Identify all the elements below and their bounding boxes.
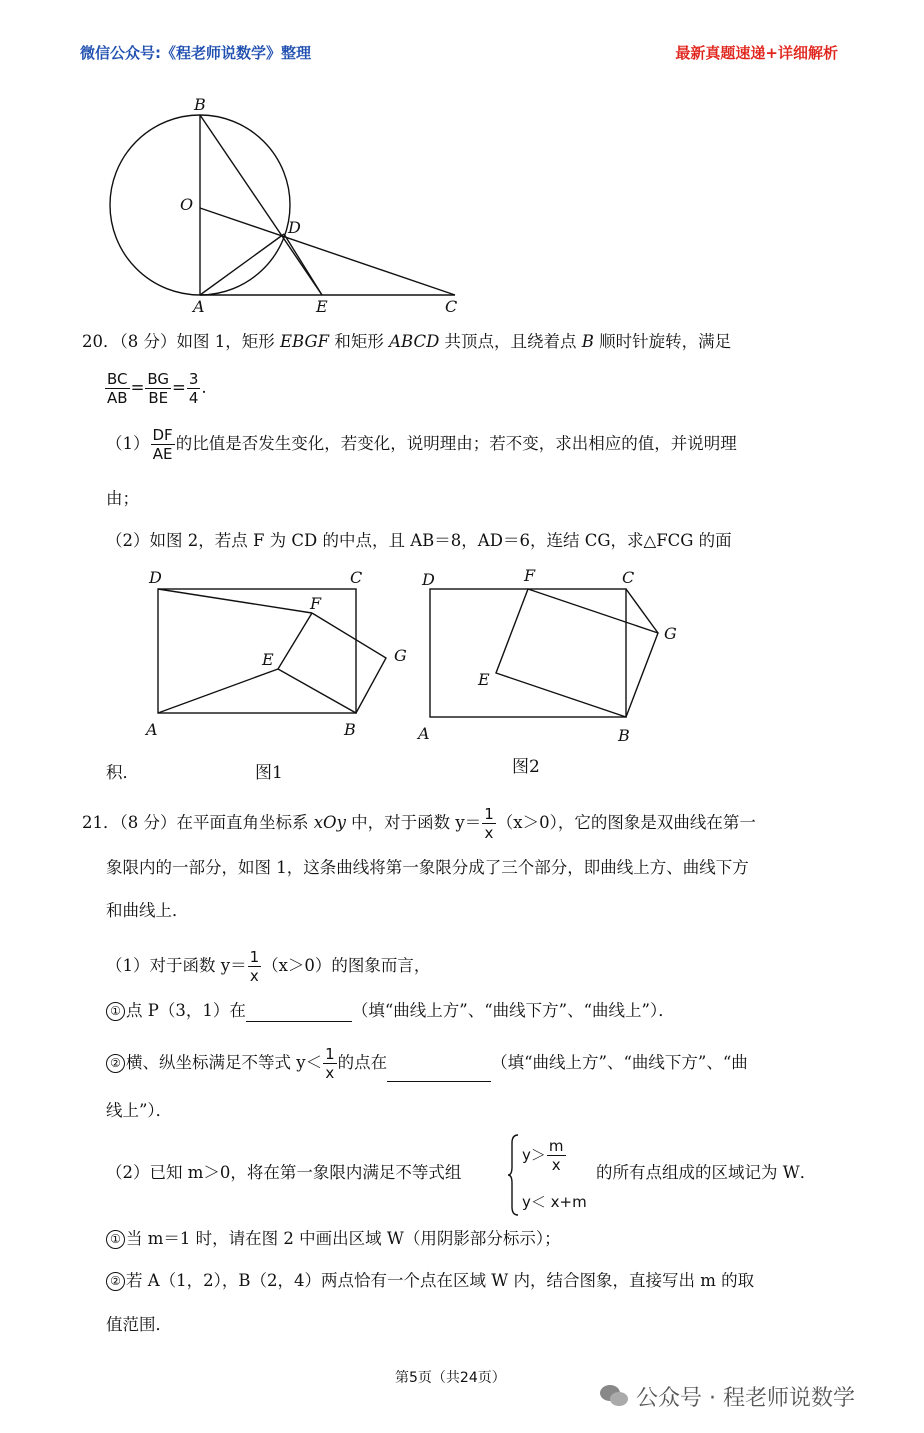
q21-line3: 和曲线上．: [106, 901, 189, 920]
fig2-C: C: [622, 568, 635, 587]
q21-sub4-end: 值范围．: [106, 1315, 172, 1334]
fig1-F: F: [310, 594, 322, 613]
fig1-B: B: [344, 720, 356, 739]
label-C: C: [445, 297, 458, 316]
q21-sub2-end: 线上”）．: [106, 1101, 173, 1120]
fig2-caption: 图2: [512, 757, 540, 777]
q21-sub3: ① 当 m＝1 时，请在图 2 中画出区域 W（用阴影部分标示）；: [106, 1228, 561, 1250]
q21-part1: （1）对于函数 y＝ $\frac{1}{x}$ （x＞0）的图象而言，: [106, 948, 431, 985]
fig1-E: E: [262, 650, 274, 669]
answer-blank-1[interactable]: [246, 1003, 352, 1022]
fig1-G: G: [394, 646, 407, 665]
header-right: 最新真题速递+详细解析: [675, 44, 838, 62]
q20-ratio: $\frac{BC}{AB}$ = $\frac{BG}{BE}$ = $\frac{3}{4}$ .: [107, 370, 207, 407]
circle-figure: [100, 90, 470, 320]
label-O: O: [180, 195, 194, 214]
q20-part1-end: 由；: [106, 489, 139, 508]
label-B: B: [194, 95, 206, 114]
brace-icon: [508, 1133, 520, 1217]
fig2-A: A: [418, 724, 430, 743]
q20-part2-end: 积．: [106, 763, 139, 782]
fig2-F: F: [524, 566, 536, 585]
wechat-icon: [598, 1382, 630, 1410]
q21-line2: 象限内的一部分，如图 1，这条曲线将第一象限分成了三个部分，即曲线上方、曲线下方: [106, 858, 749, 877]
label-A: A: [193, 297, 205, 316]
q20-part2: （2）如图 2，若点 F 为 CD 的中点，且 AB＝8，AD＝6，连结 CG，求△FCG 的面: [106, 531, 732, 550]
label-D: D: [288, 218, 301, 237]
q20-part1: （1） $\frac{DF}{AE}$ 的比值是否发生变化，若变化，说明理由；若不变，求出相应的值，并说明理: [106, 426, 737, 463]
label-E: E: [316, 297, 328, 316]
q21-part2-b: 的所有点组成的区域记为 W．: [596, 1163, 817, 1182]
inequality-system: y＞ $\frac{m}{x}$ y＜ x+m: [508, 1133, 592, 1217]
q20-line1: 20．（8 分）如图 1，矩形 EBGF 和矩形 ABCD 共顶点，且绕着点 B 顺时针旋转，满足: [82, 332, 732, 351]
watermark: 公众号 · 程老师说数学: [636, 1386, 855, 1411]
fig1-D: D: [149, 568, 162, 587]
q21-sub4: ② 若 A（1，2），B（2，4）两点恰有一个点在区域 W 内，结合图象，直接写出 m 的取: [106, 1270, 754, 1292]
fig1-C: C: [350, 568, 363, 587]
header-left: 微信公众号:《程老师说数学》整理: [80, 44, 312, 62]
fig2-G: G: [664, 624, 677, 643]
q21-sub1: ① 点 P（3，1）在 （填“曲线上方”、“曲线下方”、“曲线上”）．: [106, 1000, 675, 1022]
q21-sub2: ② 横、纵坐标满足不等式 y＜ $\frac{1}{x}$ 的点在 （填“曲线上方”、“曲线下方”、“曲: [106, 1045, 748, 1082]
answer-blank-2[interactable]: [387, 1063, 491, 1082]
q21-line1: 21．（8 分）在平面直角坐标系 xOy 中，对于函数 y＝ $\frac{1}{x}$ （x＞0），它的图象是双曲线在第一: [82, 805, 756, 842]
fig2-B: B: [618, 726, 630, 745]
q20-figures: [140, 565, 700, 785]
fig1-caption: 图1: [255, 763, 283, 783]
q21-part2: （2）已知 m＞0，将在第一象限内满足不等式组: [106, 1163, 462, 1182]
fig1-A: A: [146, 720, 158, 739]
page-number: 第5页（共24页）: [395, 1370, 506, 1386]
fig2-E: E: [478, 670, 490, 689]
fig2-D: D: [422, 570, 435, 589]
